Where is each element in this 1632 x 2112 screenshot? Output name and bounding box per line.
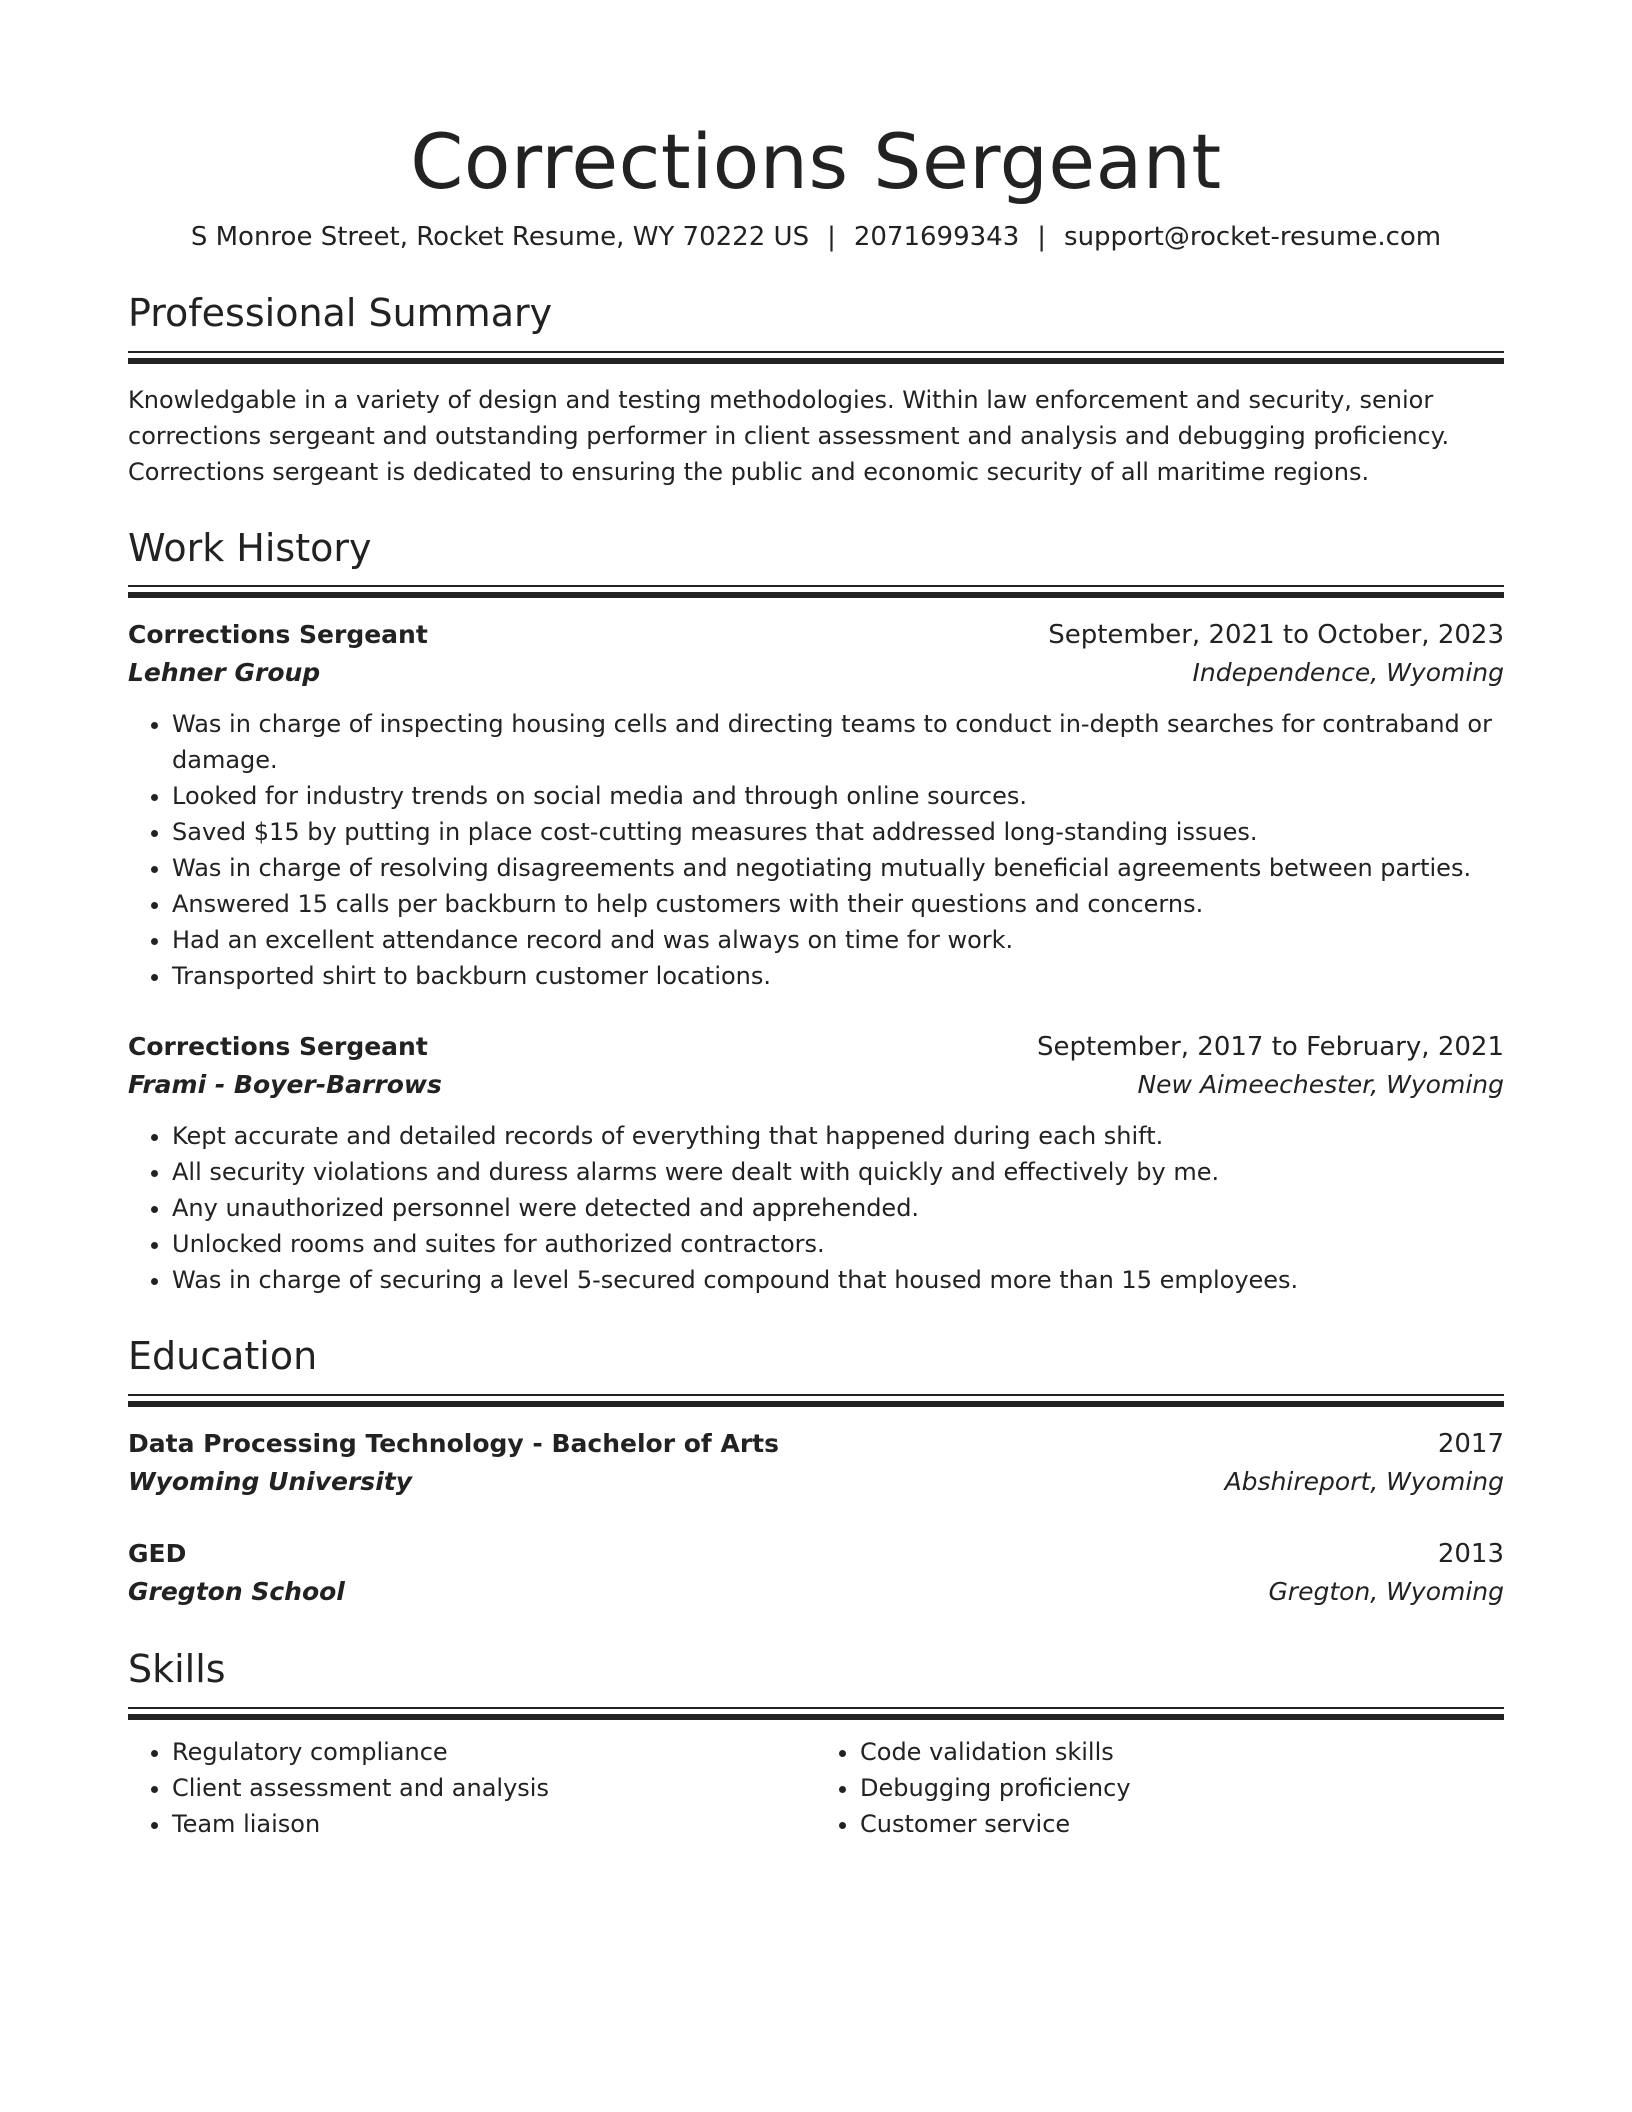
job-location: Independence, Wyoming [1192,658,1504,688]
job-bullet: • Was in charge of securing a level 5-secured compound that housed more than 15 employees. [172,1262,1504,1298]
skills-column-left [128,1734,816,1842]
job-bullets [128,1118,1504,1298]
job-bullet: • Looked for industry trends on social media and through online sources. [172,778,1504,814]
job-company: Frami - Boyer-Barrows [128,1070,442,1100]
contact-separator: | [1037,222,1047,253]
education-school: Gregton School [128,1576,345,1606]
skill-item: • Client assessment and analysis [172,1770,816,1806]
skills-section [128,1647,1504,1842]
job-company: Lehner Group [128,658,321,688]
education-entry [128,1535,1504,1611]
skills-column-right [816,1734,1504,1842]
summary-text: Knowledgable in a variety of design and testing methodologies. Within law enforcement and security, senior corrections sergeant and outstanding performer in client assessment and analysis and debugging proficiency. Corrections sergeant is dedicated to ensuring the public and economic security of all maritime regions. [128,385,1450,486]
education-entry [128,1425,1504,1501]
job-bullet: • Had an excellent attendance record and was always on time for work. [172,922,1504,958]
skill-item: • Debugging proficiency [860,1770,1504,1806]
job-bullet: • Was in charge of resolving disagreements and negotiating mutually beneficial agreements between parties. [172,850,1504,886]
education-location: Gregton, Wyoming [1268,1576,1504,1606]
education-year: 2017 [1437,1428,1504,1459]
section-title-summary: Professional Summary [128,291,553,336]
education-location: Abshireport, Wyoming [1224,1466,1504,1496]
job-bullet: • Saved $15 by putting in place cost-cutting measures that addressed long-standing issues. [172,814,1504,850]
job-bullet: • Was in charge of inspecting housing cells and directing teams to conduct in-depth searches for contraband or damage. [172,706,1504,778]
skill-item: • Regulatory compliance [172,1734,816,1770]
work-section [128,526,1504,1299]
skill-item: • Customer service [860,1806,1504,1842]
contact-line [128,221,1504,255]
job-bullets [128,706,1504,994]
job-bullet: • Any unauthorized personnel were detected and apprehended. [172,1190,1504,1226]
job-location: New Aimeechester, Wyoming [1137,1070,1504,1100]
section-title-work: Work History [128,525,372,570]
education-school: Wyoming University [128,1466,413,1496]
education-degree: GED [128,1538,187,1568]
job-position: Corrections Sergeant [128,620,428,650]
summary-section [128,291,1504,490]
job-bullet: • Transported shirt to backburn customer locations. [172,958,1504,994]
resume-name: Corrections Sergeant [410,117,1222,206]
skill-item: • Code validation skills [860,1734,1504,1770]
job-bullet: • Answered 15 calls per backburn to help customers with their questions and concerns. [172,886,1504,922]
section-title-skills: Skills [128,1646,226,1691]
contact-phone: 2071699343 [853,222,1020,253]
section-divider [128,1707,1504,1720]
job-bullet: • All security violations and duress alarms were dealt with quickly and effectively by me. [172,1154,1504,1190]
contact-email: support@rocket-resume.com [1064,222,1442,253]
section-divider [128,585,1504,598]
job-entry [128,1028,1504,1298]
education-section [128,1334,1504,1611]
job-position: Corrections Sergeant [128,1032,428,1062]
education-year: 2013 [1437,1538,1504,1569]
job-bullet: • Kept accurate and detailed records of everything that happened during each shift. [172,1118,1504,1154]
contact-address: S Monroe Street, Rocket Resume, WY 70222 US [190,222,810,253]
education-degree: Data Processing Technology - Bachelor of Arts [128,1428,780,1458]
job-entry [128,616,1504,994]
section-divider [128,351,1504,364]
section-title-education: Education [128,1334,318,1379]
skills-grid [128,1734,1504,1842]
section-divider [128,1394,1504,1407]
job-dates: September, 2017 to February, 2021 [1037,1032,1504,1063]
skill-item: • Team liaison [172,1806,816,1842]
contact-separator: | [827,222,836,253]
job-bullet: • Unlocked rooms and suites for authorized contractors. [172,1226,1504,1262]
job-dates: September, 2021 to October, 2023 [1048,620,1504,651]
